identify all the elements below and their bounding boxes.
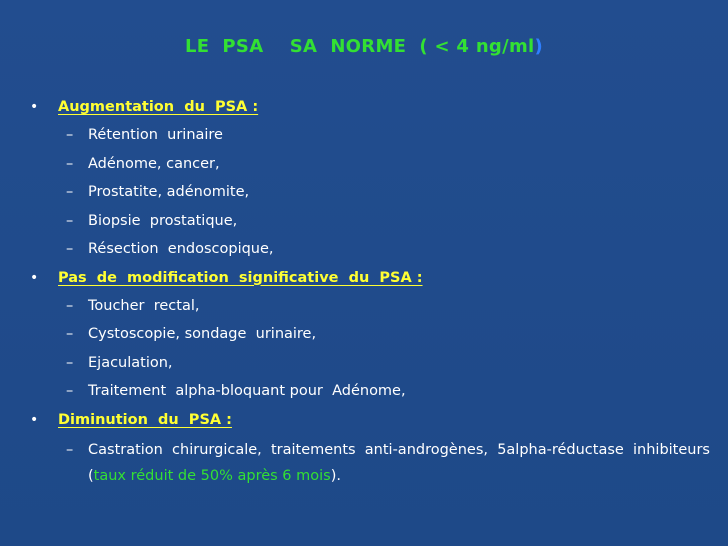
section-heading-label: Augmentation du PSA : — [58, 99, 259, 115]
list-item-text-before: Castration chirurgicale, traitements anti-androgènes, 5alpha-réductase inhibiteurs ( — [88, 441, 710, 484]
dash-icon: – — [66, 326, 74, 342]
dash-icon: – — [66, 241, 74, 257]
list-item — [30, 153, 710, 182]
dash-icon: – — [66, 212, 74, 229]
list-item-label: Adénome, cancer, — [88, 155, 220, 172]
bullet-icon: • — [30, 411, 39, 428]
section-heading-pas-de-modification — [30, 267, 710, 295]
section-heading-diminution — [30, 409, 710, 437]
slide-title-paren: ) — [534, 36, 544, 57]
dash-icon: – — [66, 127, 74, 143]
bullet-icon: • — [30, 269, 39, 286]
list-item-label: Rétention urinaire — [88, 127, 223, 143]
list-item-label: Traitement alpha-bloquant pour Adénome, — [88, 383, 406, 399]
list-item — [30, 380, 710, 409]
dash-icon: – — [66, 155, 74, 172]
list-item-label: Prostatite, adénomite, — [88, 184, 250, 200]
list-item-highlight: taux réduit de 50% après 6 mois — [93, 467, 331, 484]
list-item — [30, 352, 710, 381]
list-item-label: Ejaculation, — [88, 354, 173, 371]
slide-title-main: LE PSA SA NORME ( < 4 ng/ml — [184, 36, 535, 57]
dash-icon: – — [66, 383, 74, 399]
dash-icon: – — [66, 297, 74, 314]
list-item-label: Biopsie prostatique, — [88, 212, 238, 229]
list-item-label: Toucher rectal, — [88, 297, 200, 314]
list-item — [30, 295, 710, 324]
slide-title — [0, 36, 728, 57]
slide-content — [30, 96, 710, 489]
list-item — [30, 323, 710, 352]
list-item — [30, 181, 710, 210]
list-item-label: Résection endoscopique, — [88, 241, 274, 257]
list-item — [30, 437, 710, 489]
list-item — [30, 238, 710, 267]
section-heading-label: Diminution du PSA : — [58, 411, 232, 428]
list-item — [30, 210, 710, 239]
list-item-text-after: ). — [330, 467, 341, 484]
list-item — [30, 124, 710, 153]
dash-icon: – — [66, 184, 74, 200]
section-heading-label: Pas de modification significative du PSA : — [58, 269, 423, 286]
list-item-label: Cystoscopie, sondage urinaire, — [88, 326, 317, 342]
dash-icon: – — [66, 441, 74, 458]
bullet-icon: • — [30, 99, 39, 115]
dash-icon: – — [66, 354, 74, 371]
section-heading-augmentation — [30, 96, 710, 124]
